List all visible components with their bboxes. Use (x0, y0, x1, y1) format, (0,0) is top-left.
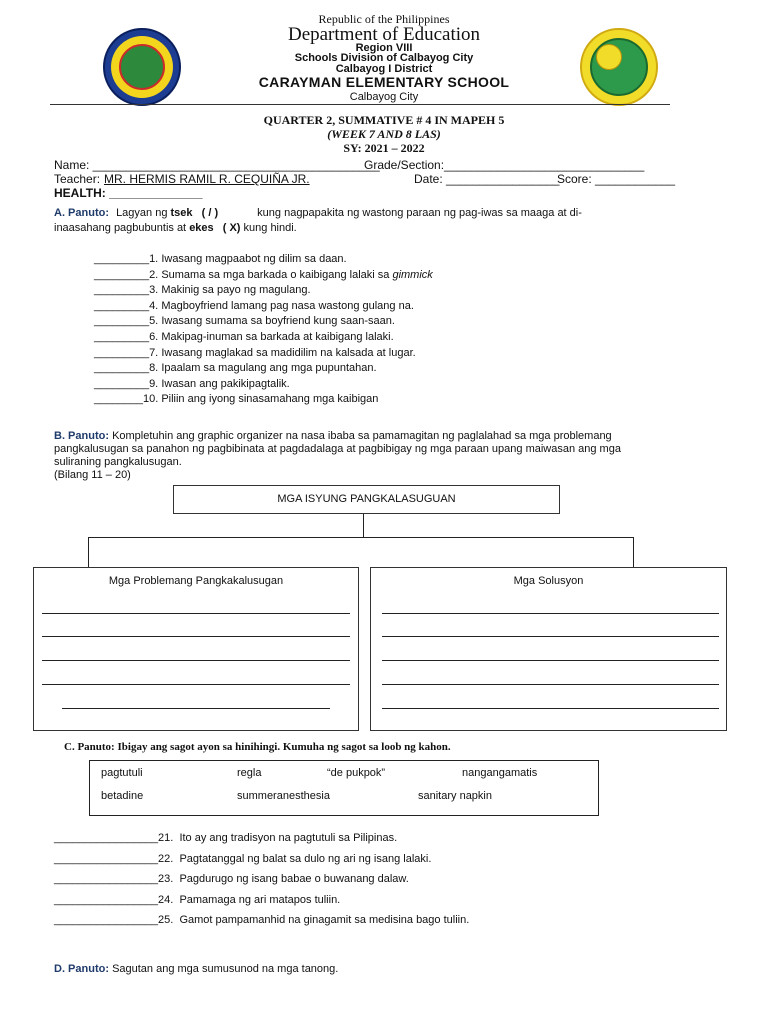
problems-box-title: Mga Problemang Pangkakalusugan (108, 575, 284, 587)
list-item[interactable]: _________6. Makipag-inuman sa barkada at kaibigang lalaki. (94, 330, 394, 343)
tsek-word: tsek (170, 207, 193, 219)
list-item[interactable]: _________3. Makinig sa payo ng magulang. (94, 284, 311, 297)
section-b-line3: suliraning pangkalusugan. (54, 456, 182, 468)
answer-line[interactable] (62, 708, 330, 709)
word-bank (89, 760, 599, 816)
tsek-mark: ( / ) (201, 207, 219, 219)
organizer-connector (633, 537, 634, 567)
section-a-text3: inaasahang pagbubuntis at (54, 222, 187, 234)
test-title: QUARTER 2, SUMMATIVE # 4 IN MAPEH 5 (263, 113, 505, 127)
score-field[interactable]: Score: ____________ (557, 172, 676, 186)
list-item[interactable]: _________________24. Pamamaga ng ari matapos tuliin. (54, 893, 341, 906)
word-bank-item: sanitary napkin (418, 790, 492, 802)
organizer-connector (363, 514, 364, 537)
ekes-word: ekes (189, 222, 214, 234)
organizer-connector (88, 537, 89, 567)
list-item[interactable]: _________________25. Gamot pampamanhid na ginagamit sa medisina bago tuliin. (54, 914, 470, 927)
answer-line[interactable] (382, 613, 719, 614)
section-d-text: Sagutan ang mga sumusunod na mga tanong. (112, 963, 339, 975)
header-department: Department of Education (287, 24, 481, 45)
list-item[interactable]: _________________21. Ito ay ang tradisyon na pagtutuli sa Pilipinas. (54, 832, 398, 844)
word-bank-item: betadine (101, 790, 144, 802)
answer-line[interactable] (42, 684, 350, 685)
header-divider (50, 104, 670, 105)
list-item[interactable]: _________5. Iwasang sumama sa boyfriend kung saan-saan. (94, 315, 395, 328)
word-bank-item: “de pukpok” (327, 767, 386, 779)
health-field[interactable]: HEALTH: ______________ (54, 186, 203, 200)
name-field[interactable]: Name: ___________________________________________ (54, 158, 380, 172)
header-city: Calbayog City (349, 91, 419, 103)
section-c-instruction (64, 741, 451, 753)
school-year: SY: 2021 – 2022 (343, 141, 425, 155)
answer-line[interactable] (42, 660, 350, 661)
section-c-text: Ibigay ang sagot ayon sa hinihingi. Kumuha ng sagot sa loob ng kahon. (117, 741, 451, 753)
answer-line[interactable] (382, 708, 719, 709)
section-d-instruction (54, 963, 338, 975)
test-weeks: (WEEK 7 AND 8 LAS) (327, 127, 441, 141)
list-item[interactable]: _________4. Magboyfriend lamang pag nasa wastong gulang na. (94, 299, 414, 312)
word-bank-item: summeranesthesia (237, 790, 330, 802)
list-item[interactable]: _________8. Ipaalam sa magulang ang mga pupuntahan. (94, 362, 377, 375)
header-region: Region VIII (355, 42, 413, 54)
list-item[interactable]: _________9. Iwasan ang pakikipagtalik. (94, 377, 290, 390)
section-c-label: C. Panuto: (64, 741, 115, 753)
list-item[interactable]: _________________23. Pagdurugo ng isang babae o buwanang dalaw. (54, 873, 409, 886)
header-division: Schools Division of Calbayog City (294, 52, 474, 64)
section-a-instruction (54, 207, 582, 219)
teacher-name: MR. HERMIS RAMIL R. CEQUIÑA JR. (104, 172, 310, 186)
teacher-label: Teacher: (54, 172, 101, 186)
section-b-label: B. Panuto: (54, 430, 109, 442)
section-a-text1: Lagyan ng (116, 207, 168, 219)
section-d-label: D. Panuto: (54, 963, 109, 975)
problems-box (33, 567, 359, 731)
grade-section-field[interactable]: Grade/Section:______________________________ (364, 158, 645, 172)
list-item[interactable]: _________2. Sumama sa mga barkada o kaibigang lalaki sa gimmick (94, 268, 433, 281)
section-b-line1: Kompletuhin ang graphic organizer na nasa ibaba sa pamamagitan ng paglalahad sa mga problemang (112, 430, 612, 442)
organizer-connector (88, 537, 634, 538)
solutions-box-title: Mga Solusyon (513, 575, 584, 587)
section-b-instruction (54, 430, 612, 442)
header-republic: Republic of the Philippines (318, 12, 450, 26)
section-c-list (54, 832, 469, 935)
section-a-instruction-line2 (54, 222, 297, 234)
section-a-text4: kung hindi. (243, 222, 297, 234)
answer-line[interactable] (42, 613, 350, 614)
word-bank-item: pagtutuli (101, 767, 143, 779)
issues-box (173, 485, 560, 514)
ekes-mark: ( X) (222, 222, 241, 234)
list-item[interactable]: _________7. Iwasang maglakad sa madidilim na kalsada at lugar. (94, 346, 416, 359)
header-school-name: CARAYMAN ELEMENTARY SCHOOL (258, 74, 510, 90)
list-item[interactable]: _________________22. Pagtatanggal ng balat sa dulo ng ari ng isang lalaki. (54, 852, 432, 865)
list-item[interactable]: _________1. Iwasang magpaabot ng dilim sa daan. (94, 253, 347, 265)
word-bank-item: regla (237, 767, 262, 779)
header-district: Calbayog I District (335, 63, 433, 75)
date-field[interactable]: Date: _________________ (414, 172, 560, 186)
section-a-label: A. Panuto: (54, 207, 109, 219)
solutions-box (370, 567, 727, 731)
answer-line[interactable] (382, 684, 719, 685)
answer-line[interactable] (382, 636, 719, 637)
answer-line[interactable] (42, 636, 350, 637)
section-b-line2: pangkalusugan sa panahon ng pagbibinata at pagdadalaga at pagbibigay ng mga paraan upang maiwasan ang mga (54, 443, 621, 455)
issues-box-title: MGA ISYUNG PANGKALASUGUAN (277, 493, 456, 505)
list-item[interactable]: ________10. Piliin ang iyong sinasamahang mga kaibigan (94, 393, 379, 406)
answer-line[interactable] (382, 660, 719, 661)
section-a-list (94, 253, 433, 409)
section-a-text2: kung nagpapakita ng wastong paraan ng pag-iwas sa maaga at di- (257, 207, 582, 219)
section-b-line4: (Bilang 11 – 20) (54, 469, 131, 481)
word-bank-item: nangangamatis (462, 767, 538, 779)
